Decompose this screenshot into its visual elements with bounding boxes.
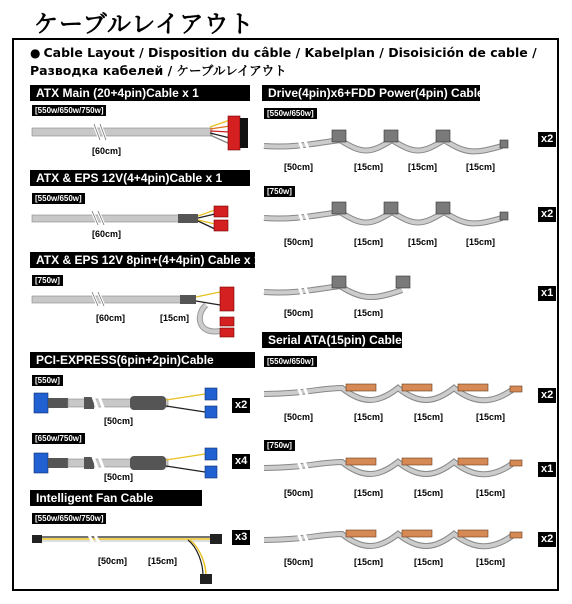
drive-750-length-2: [15cm]: [354, 237, 384, 247]
pcie-title: PCI-EXPRESS(6pin+2pin)Cable: [30, 352, 255, 368]
sata-550-length-4: [15cm]: [476, 412, 506, 422]
drive-550-quantity: x2: [538, 132, 556, 147]
drive-750-length-4: [15cm]: [466, 237, 496, 247]
fan-cable-illustration: [30, 526, 230, 586]
drive-750-cable-illustration: [262, 198, 522, 232]
sata-750-length-3: [15cm]: [414, 488, 444, 498]
pcie-650-quantity: x4: [232, 454, 250, 469]
fan-cable-quantity: x3: [232, 530, 250, 545]
drive-550-length-3: [15cm]: [408, 162, 438, 172]
sata-550-tag: [550w/650w]: [264, 356, 317, 367]
pcie-650-length: [50cm]: [104, 472, 134, 482]
pcie-650-tag: [650w/750w]: [32, 433, 85, 444]
eps-44-tag: [550w/650w]: [32, 193, 85, 204]
fan-cable-length-main: [50cm]: [98, 556, 128, 566]
sata-750-tag: [750w]: [264, 440, 295, 451]
eps-44-cable-illustration: [30, 205, 250, 235]
atx-main-length: [60cm]: [92, 146, 122, 156]
pcie-550-cable-illustration: [30, 386, 230, 420]
page-title: ケーブルレイアウト: [34, 10, 255, 38]
fan-cable-title: Intelligent Fan Cable: [30, 490, 202, 506]
sata-550-cable-illustration: [262, 378, 526, 412]
fan-cable-tag: [550w/650w/750w]: [32, 513, 106, 524]
drive-short-cable-illustration: [262, 272, 422, 306]
sata-550-length-1: [50cm]: [284, 412, 314, 422]
drive-550-length-4: [15cm]: [466, 162, 496, 172]
drive-750-length-3: [15cm]: [408, 237, 438, 247]
sata-550-length-2: [15cm]: [354, 412, 384, 422]
eps-8-title: ATX & EPS 12V 8pin+(4+4pin) Cable x 1: [30, 252, 255, 268]
pcie-550-tag: [550w]: [32, 375, 63, 386]
pcie-550-quantity: x2: [232, 398, 250, 413]
drive-550-length-1: [50cm]: [284, 162, 314, 172]
drive-750-length-1: [50cm]: [284, 237, 314, 247]
drive-550-length-2: [15cm]: [354, 162, 384, 172]
atx-main-cable-illustration: [30, 112, 250, 157]
drive-550-cable-illustration: [262, 126, 522, 160]
sata-550-length-3: [15cm]: [414, 412, 444, 422]
section-heading: [30, 44, 555, 79]
eps-8-length-branch: [15cm]: [160, 313, 190, 323]
drive-short-length-1: [50cm]: [284, 308, 314, 318]
atx-main-tag: [550w/650w/750w]: [32, 105, 106, 116]
eps-44-title: ATX & EPS 12V(4+4pin)Cable x 1: [30, 170, 250, 186]
eps-8-length-main: [60cm]: [96, 313, 126, 323]
drive-cable-title: Drive(4pin)x6+FDD Power(4pin) Cable: [262, 85, 480, 101]
drive-750-tag: [750w]: [264, 186, 295, 197]
sata-third-length-4: [15cm]: [476, 557, 506, 567]
sata-third-length-2: [15cm]: [354, 557, 384, 567]
atx-main-title: ATX Main (20+4pin)Cable x 1: [30, 85, 250, 101]
sata-third-quantity: x2: [538, 532, 556, 547]
drive-550-tag: [550w/650w]: [264, 108, 317, 119]
drive-750-quantity: x2: [538, 207, 556, 222]
sata-750-length-2: [15cm]: [354, 488, 384, 498]
sata-third-length-3: [15cm]: [414, 557, 444, 567]
pcie-550-length: [50cm]: [104, 416, 134, 426]
sata-third-length-1: [50cm]: [284, 557, 314, 567]
sata-750-length-4: [15cm]: [476, 488, 506, 498]
heading-line-1: Cable Layout / Disposition du câble / Kabelplan / Disoisición de cable /: [43, 45, 537, 60]
sata-cable-title: Serial ATA(15pin) Cable: [262, 332, 402, 348]
sata-third-cable-illustration: [262, 524, 526, 558]
sata-750-quantity: x1: [538, 462, 556, 477]
heading-line-2: Разводка кабелей / ケーブルレイアウト: [30, 63, 287, 78]
sata-750-cable-illustration: [262, 452, 526, 486]
bullet-icon: ●: [30, 46, 41, 60]
fan-cable-length-branch: [15cm]: [148, 556, 178, 566]
sata-550-quantity: x2: [538, 388, 556, 403]
drive-short-length-2: [15cm]: [354, 308, 384, 318]
eps-8-tag: [750w]: [32, 275, 63, 286]
drive-short-quantity: x1: [538, 286, 556, 301]
eps-8-cable-illustration: [30, 285, 250, 340]
sata-750-length-1: [50cm]: [284, 488, 314, 498]
eps-44-length: [60cm]: [92, 229, 122, 239]
